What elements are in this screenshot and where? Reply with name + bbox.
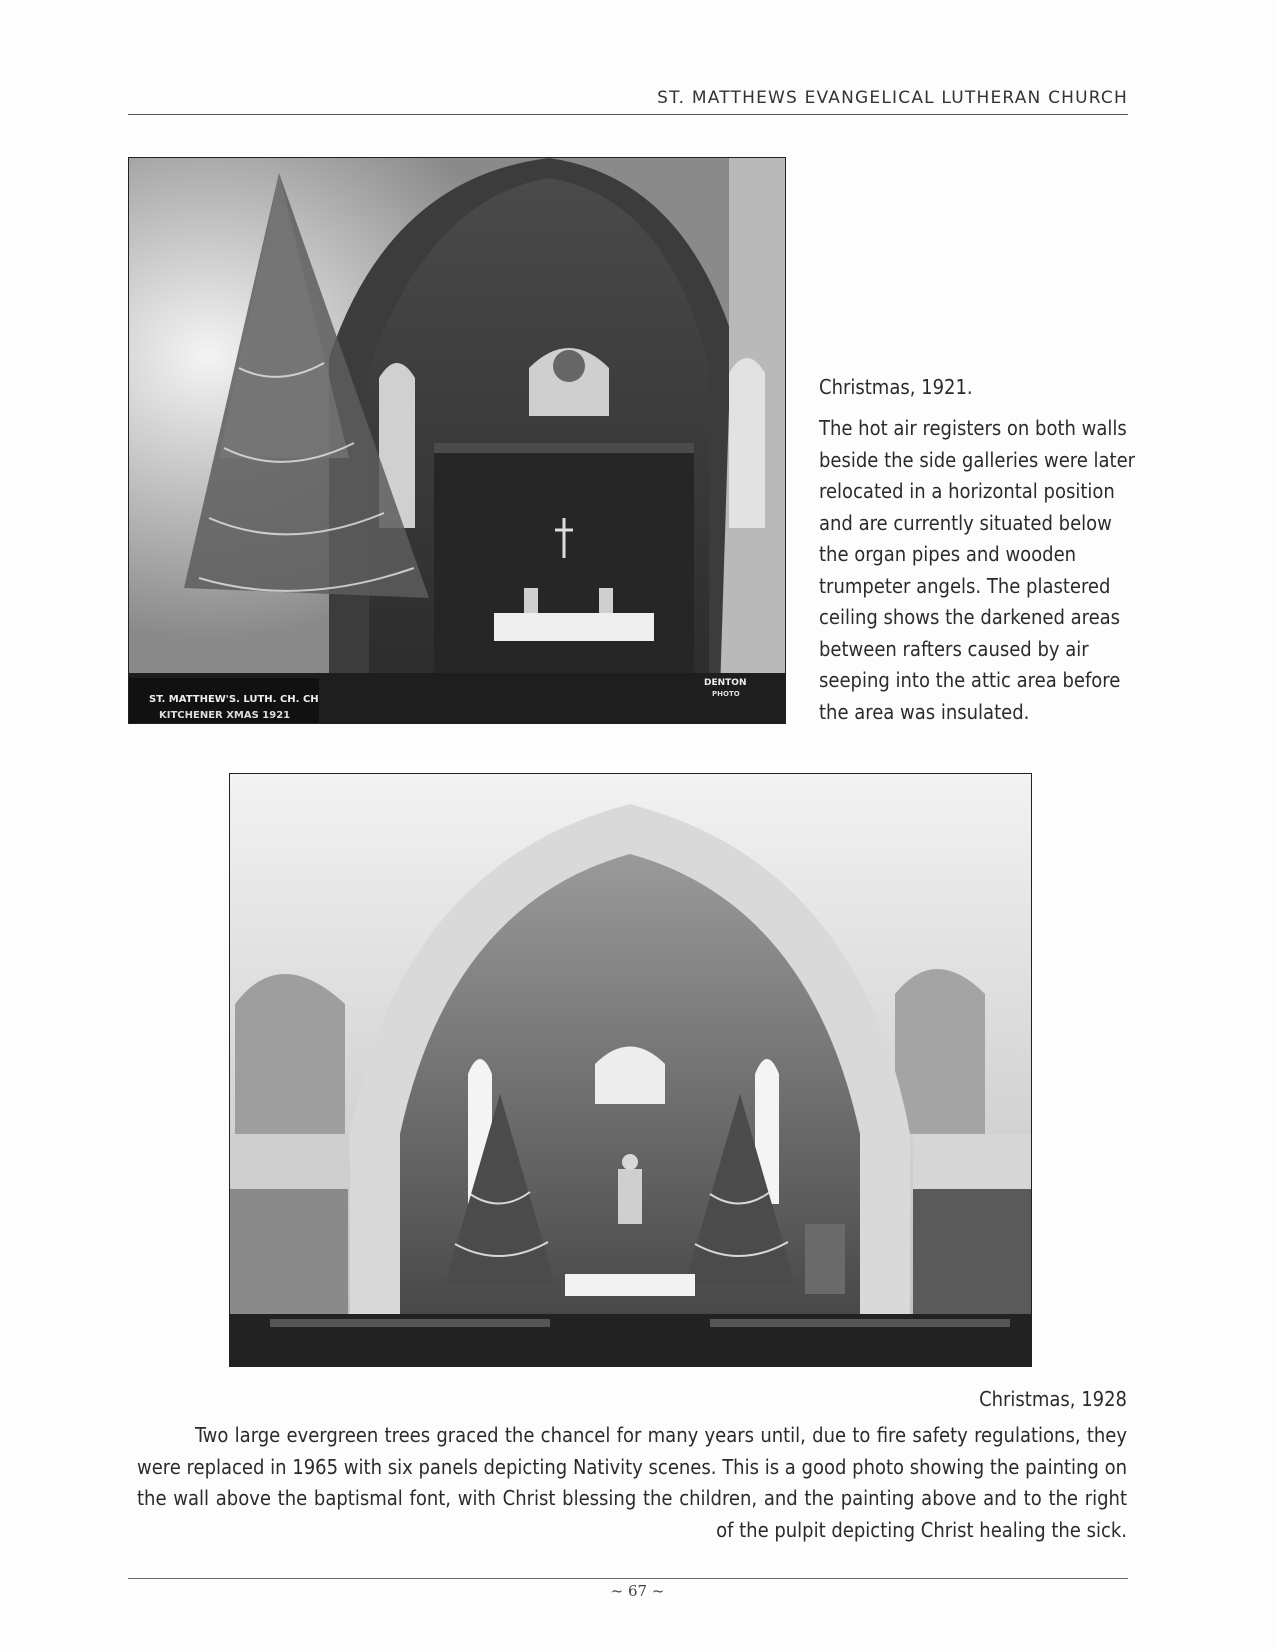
body-paragraph: Two large evergreen trees graced the chancel for many years until, due to fire safety regulations, they were replaced in 1965 with six panels depicting Nativity scenes. This is a good photo showing the painting on the wall above the baptismal font, with Christ blessing the children, and the painting above and to the right of the pulpit depicting Christ healing the sick.	[137, 1423, 1127, 1542]
page-number: ~ 67 ~	[610, 1582, 665, 1600]
church-interior-1921-image	[129, 158, 785, 723]
caption-1921-title: Christmas, 1921.	[819, 375, 973, 399]
running-header: ST. MATTHEWS EVANGELICAL LUTHERAN CHURCH	[657, 88, 1128, 108]
footer-rule	[128, 1578, 1128, 1579]
caption-1928-title: Christmas, 1928	[979, 1387, 1127, 1411]
photo-imprint-line2: KITCHENER XMAS 1921	[159, 710, 291, 721]
header-rule	[128, 114, 1128, 115]
photo-christmas-1921	[128, 157, 786, 724]
photo-christmas-1928	[229, 773, 1032, 1367]
church-interior-1928-image	[230, 774, 1031, 1366]
caption-1921-body: The hot air registers on both walls beside the side galleries were later relocated in a horizontal position and are currently situated below the organ pipes and wooden trumpeter angels. The plastered ceiling shows the darkened areas between rafters caused by air seeping into the attic area before the area was insulated.	[819, 416, 1136, 724]
studio-mark-line2: PHOTO	[712, 690, 740, 698]
studio-mark-line1: DENTON	[704, 678, 747, 688]
photo-imprint-line1: ST. MATTHEW'S. LUTH. CH. CH	[149, 694, 319, 705]
